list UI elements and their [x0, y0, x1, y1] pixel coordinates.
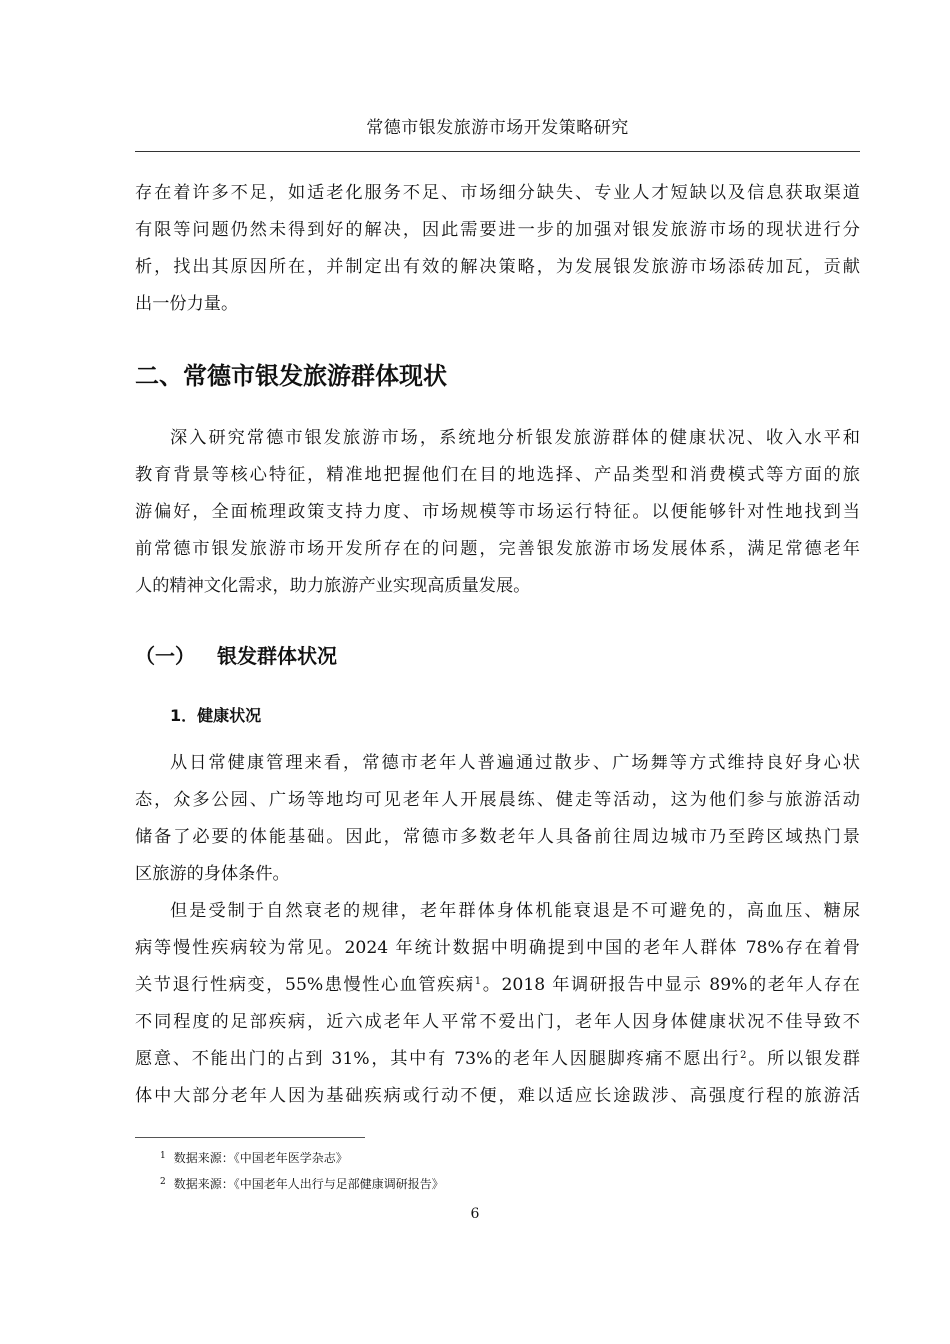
text-line: 区旅游的身体条件。 — [135, 864, 290, 884]
text-line: 深入研究常德市银发旅游市场，系统地分析银发旅游群体的健康状况、收入水平和 — [170, 428, 860, 448]
text-line: 病等慢性疾病较为常见。2024 年统计数据中明确提到中国的老年人群体 78%存在着骨 — [135, 938, 860, 958]
subsection-number: （一） — [135, 644, 195, 668]
text-line: 出一份力量。 — [135, 294, 239, 314]
subsubsection-heading: 1．健康状况 — [170, 706, 262, 725]
footnote-mark: 1 — [160, 1151, 166, 1161]
text-line: 游偏好，全面梳理政策支持力度、市场规模等市场运行特征。以便能够针对性地找到当 — [135, 502, 860, 522]
text-span: 关节退行性病变，55%患慢性心血管疾病 — [135, 975, 475, 995]
text-line: 有限等问题仍然未得到好的解决，因此需要进一步的加强对银发旅游市场的现状进行分 — [135, 220, 860, 240]
text-line: 但是受制于自然衰老的规律，老年群体身体机能衰退是不可避免的，高血压、糖尿 — [170, 901, 860, 921]
footnote-text: 数据来源：《中国老年人出行与足部健康调研报告》 — [173, 1177, 444, 1191]
text-line: 存在着许多不足，如适老化服务不足、市场细分缺失、专业人才短缺以及信息获取渠道 — [135, 183, 860, 203]
header-divider — [135, 151, 860, 152]
text-line: 不同程度的足部疾病，近六成老年人平常不爱出门，老年人因身体健康状况不佳导致不 — [135, 1012, 860, 1032]
footnote-divider — [135, 1137, 365, 1138]
page-number: 6 — [470, 1206, 480, 1222]
footnote-mark: 2 — [160, 1177, 166, 1187]
text-span: 愿意、不能出门的占到 31%，其中有 73%的老年人因腿脚疼痛不愿出行 — [135, 1049, 741, 1069]
footnote-2 — [160, 1174, 444, 1192]
text-span: 。所以银发群 — [746, 1049, 860, 1069]
running-header: 常德市银发旅游市场开发策略研究 — [366, 118, 629, 138]
footnote-1 — [160, 1148, 348, 1166]
text-line: 教育背景等核心特征，精准地把握他们在目的地选择、产品类型和消费模式等方面的旅 — [135, 465, 860, 485]
text-span: 。2018 年调研报告中显示 89%的老年人存在 — [481, 975, 860, 995]
text-line: 析，找出其原因所在，并制定出有效的解决策略，为发展银发旅游市场添砖加瓦，贡献 — [135, 257, 860, 277]
text-line: 前常德市银发旅游市场开发所存在的问题，完善银发旅游市场发展体系，满足常德老年 — [135, 539, 860, 559]
text-line: 从日常健康管理来看，常德市老年人普遍通过散步、广场舞等方式维持良好身心状 — [170, 753, 860, 773]
text-line — [135, 1044, 860, 1074]
subsection-title: 银发群体状况 — [217, 644, 337, 668]
text-line: 人的精神文化需求，助力旅游产业实现高质量发展。 — [135, 576, 531, 596]
text-line: 态，众多公园、广场等地均可见老年人开展晨练、健走等活动，这为他们参与旅游活动 — [135, 790, 860, 810]
text-line: 储备了必要的体能基础。因此，常德市多数老年人具备前往周边城市乃至跨区域热门景 — [135, 827, 860, 847]
footnote-text: 数据来源：《中国老年医学杂志》 — [173, 1151, 348, 1165]
text-line — [135, 970, 860, 1000]
subsection-heading — [135, 640, 337, 669]
footnote-ref-2[interactable]: 2 — [740, 1050, 747, 1061]
section-heading: 二、常德市银发旅游群体现状 — [135, 362, 447, 390]
footnote-ref-1[interactable]: 1 — [474, 976, 482, 987]
text-line: 体中大部分老年人因为基础疾病或行动不便，难以适应长途跋涉、高强度行程的旅游活 — [135, 1086, 860, 1106]
